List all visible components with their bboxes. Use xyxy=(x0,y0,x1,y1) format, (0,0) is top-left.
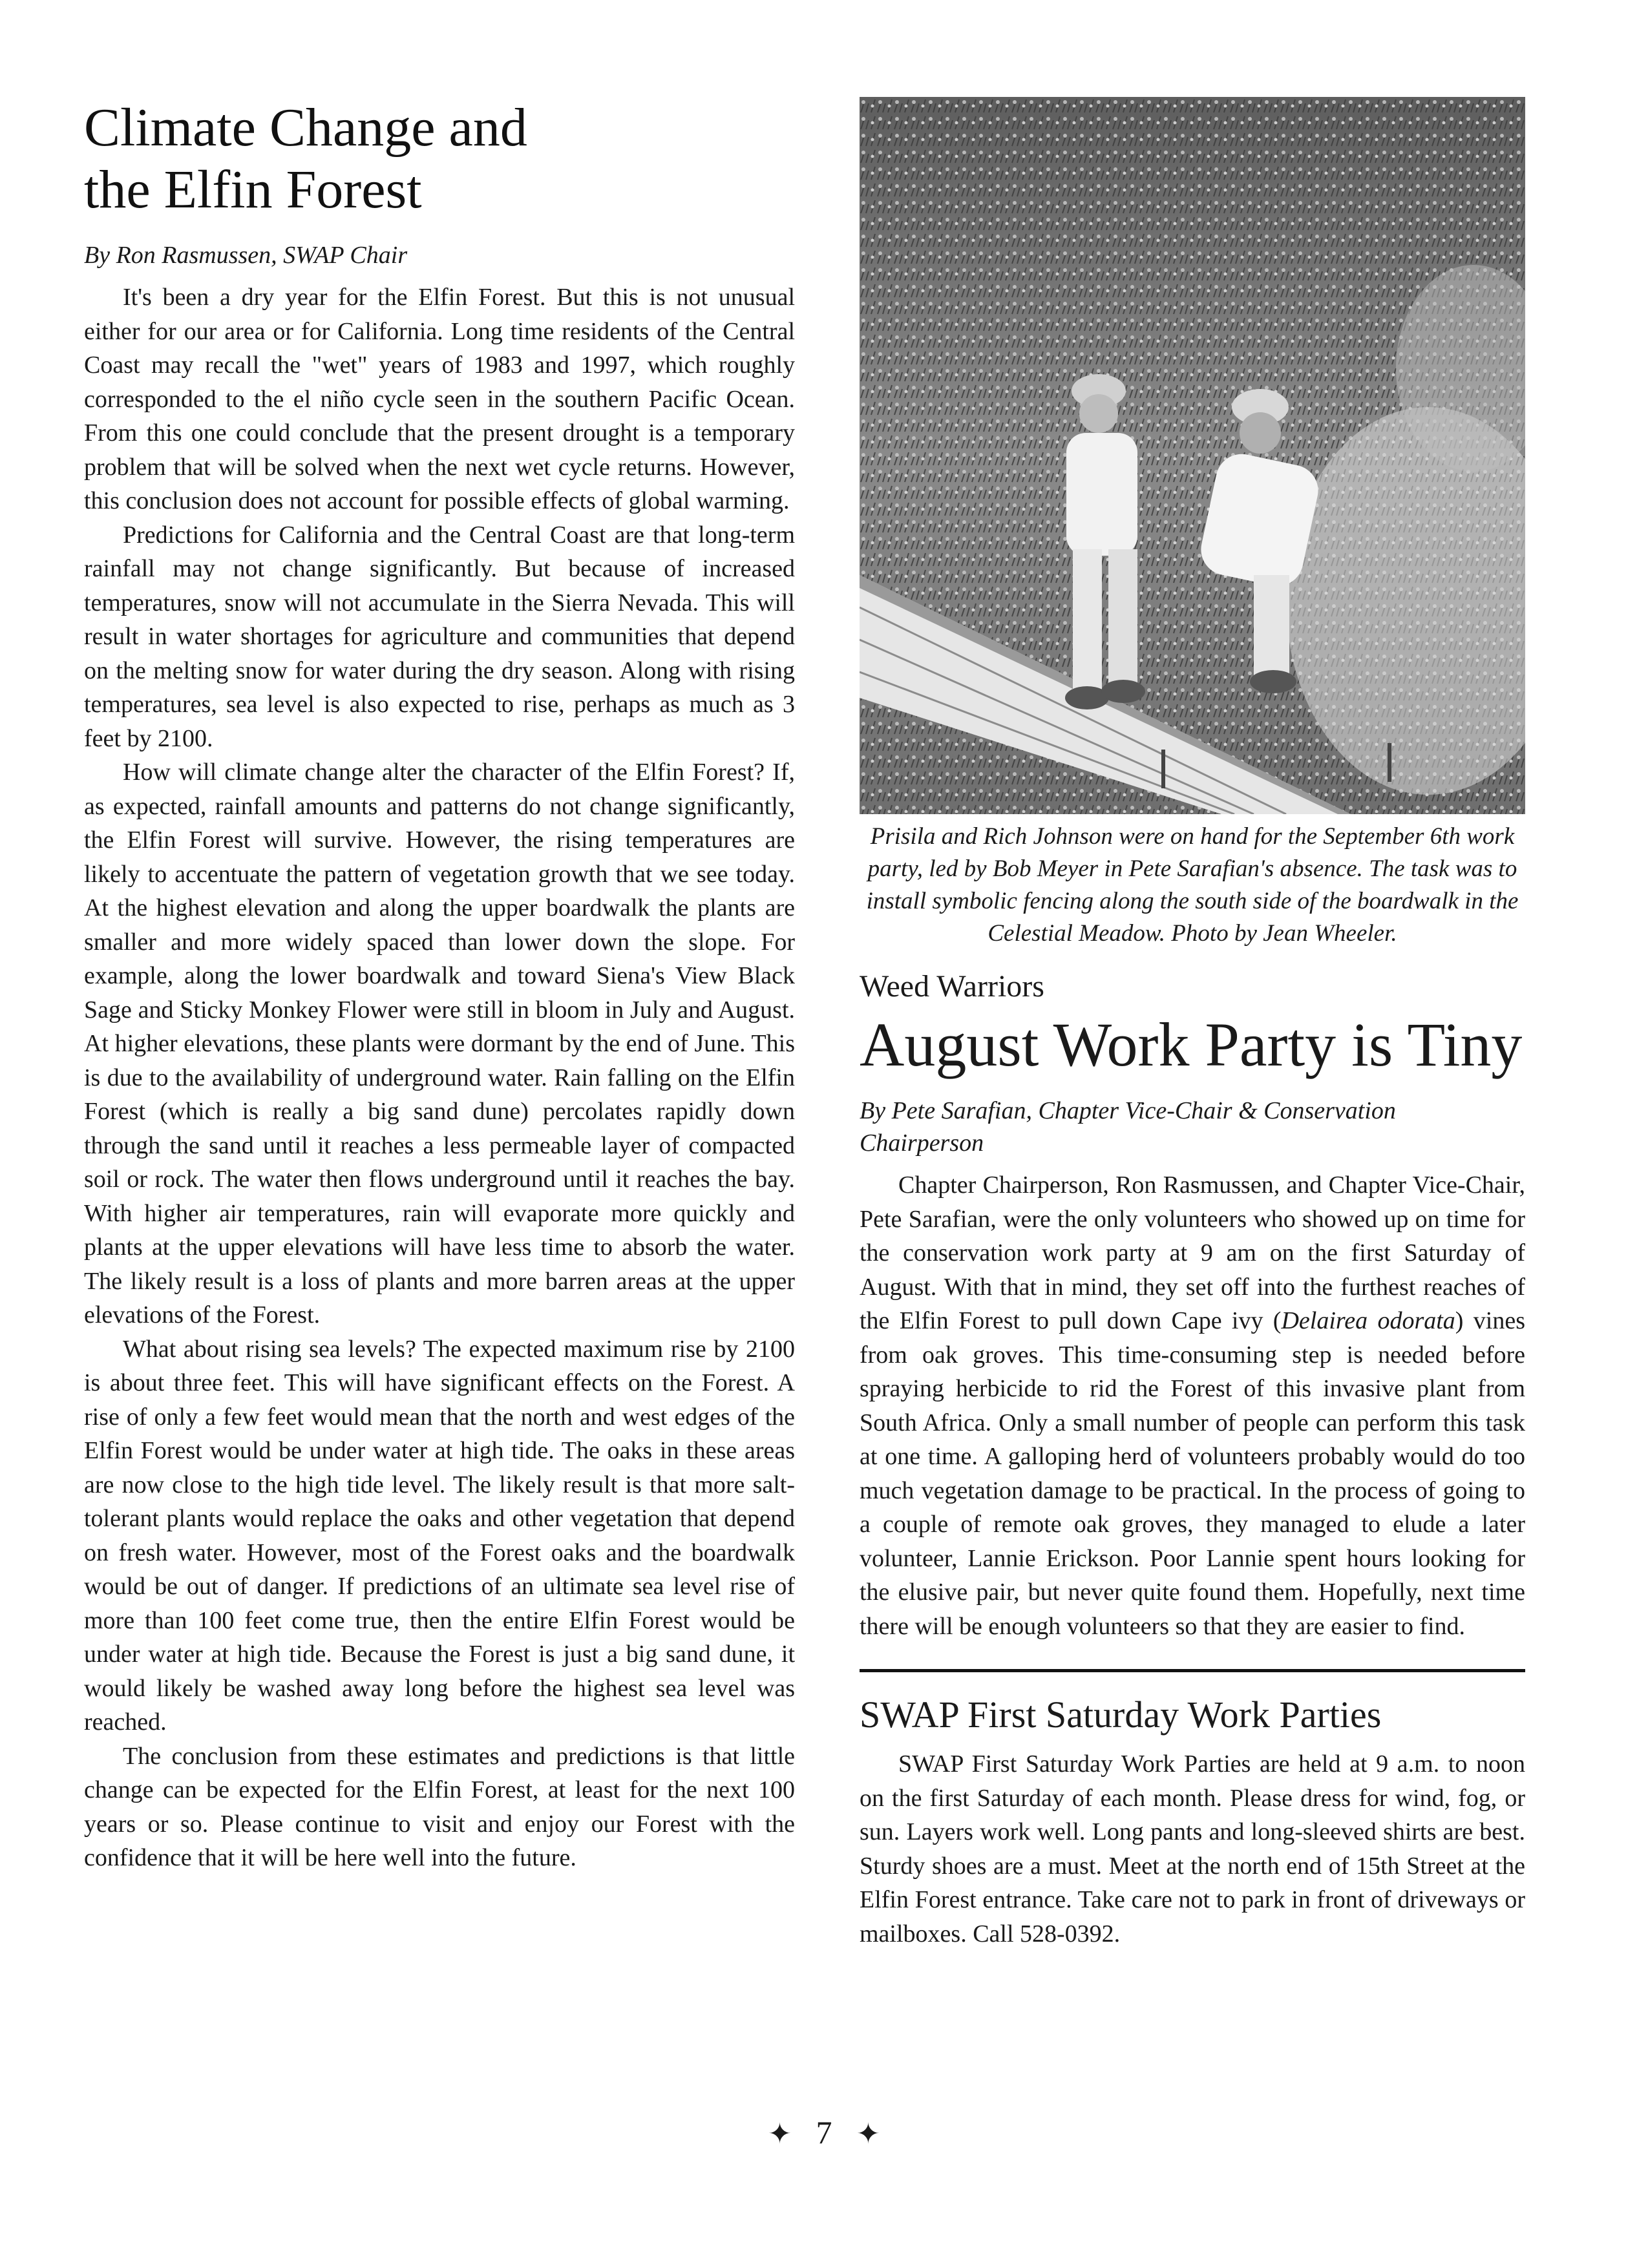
article-title-line2: the Elfin Forest xyxy=(84,160,422,220)
species-name: Delairea odorata xyxy=(1281,1307,1455,1334)
page-number: 7 xyxy=(816,2114,832,2150)
article-title xyxy=(84,97,795,221)
article-paragraph: The conclusion from these estimates and predictions is that little change can be expected for the Elfin Forest, at least for the next 100 years or so. Please continue to visit and enjoy our Forest with the confidence that it will be here well into the future. xyxy=(84,1742,795,1871)
work-party-photo xyxy=(860,97,1525,814)
photo-caption: Prisila and Rich Johnson were on hand for the September 6th work party, led by Bob Meyer in Pete Sarafian's absence. The task was to install symbolic fencing along the south side of the boardwalk in the Celestial Meadow. Photo by Jean Wheeler. xyxy=(866,823,1519,947)
article-paragraph: What about rising sea levels? The expected maximum rise by 2100 is about three feet. This will have significant effects on the Forest. A rise of only a few feet would mean that the north and west edges of the Elfin Forest would be under water at high tide. The oaks in these areas are now close to the high tide level. The likely result is that more salt-tolerant plants would replace the oaks and other vegetation that depend on fresh water. However, most of the Forest oaks and the boardwalk would be out of danger. If predictions of an ultimate sea level rise of more than 100 feet come true, then the entire Elfin Forest would be under water at high tide. Because the Forest is just a big sand dune, it would likely be washed away long before the highest sea level was reached. xyxy=(84,1335,795,1736)
work-party-body-2: ) vines from oak groves. This time-consuming step is needed before spraying herbicide to rid the Forest of this invasive plant from South Africa. Only a small number of people can perform this task at one time. A galloping herd of volunteers probably would do too much vegetation damage to be practical. In the process of going to a couple of remote oak groves, they managed to elude a later volunteer, Lannie Erickson. Poor Lannie spent hours looking for the elusive pair, but never quite found them. Hopefully, next time there will be enough volunteers so that they are easier to find. xyxy=(860,1307,1525,1640)
article-title-line1: Climate Change and xyxy=(84,98,527,158)
section-divider xyxy=(860,1669,1525,1672)
saturday-title: SWAP First Saturday Work Parties xyxy=(860,1694,1382,1736)
work-party-byline: By Pete Sarafian, Chapter Vice-Chair & Conservation Chairperson xyxy=(860,1097,1396,1157)
saturday-body: SWAP First Saturday Work Parties are held at 9 a.m. to noon on the first Saturday of each month. Please dress for wind, fog, or sun. Layers work well. Long pants and long-sleeved shirts are best. Sturdy shoes are a must. Meet at the north end of 15th Street at the Elfin Forest entrance. Take care not to park in front of driveways or mailboxes. Call 528-0392. xyxy=(860,1750,1525,1948)
section-label: Weed Warriors xyxy=(860,969,1044,1003)
article-paragraph: How will climate change alter the character of the Elfin Forest? If, as expected, rainfall amounts and patterns do not change significantly, the Elfin Forest will survive. However, the rising temperatures are likely to accentuate the pattern of vegetation growth that we see today. At the highest elevation and along the upper boardwalk the plants are smaller and more widely spaced than lower down the slope. For example, along the lower boardwalk and toward Siena's View Black Sage and Sticky Monkey Flower were still in bloom in July and August. At higher elevations, these plants were dormant by the end of June. This is due to the availability of underground water. Rain falling on the Elfin Forest (which is really a big sand dune) percolates rapidly down through the sand until it reaches a less permeable layer of compacted soil or rock. The water then flows underground until it reaches the bay. With higher air temperatures, rain will evaporate more quickly and plants at the upper elevations will have less time to absorb the water. The likely result is a loss of plants and more barren areas at the upper elevations of the Forest. xyxy=(84,759,795,1328)
article-paragraph: Predictions for California and the Central Coast are that long-term rainfall may not change significantly. But because of increased temperatures, snow will not accumulate in the Sierra Nevada. This will result in water shortages for agriculture and communities that depend on the melting snow for water during the dry season. Along with rising temperatures, sea level is also expected to rise, perhaps as much as 3 feet by 2100. xyxy=(84,521,795,752)
star-right-icon: ✦ xyxy=(856,2118,880,2150)
star-left-icon: ✦ xyxy=(768,2118,792,2150)
work-party-body-1: Chapter Chairperson, Ron Rasmussen, and Chapter Vice-Chair, Pete Sarafian, were the only volunteers who showed up on time for the conservation work party at 9 am on the first Saturday of August. With that in mind, they set off into the furthest reaches of the Elfin Forest to pull down Cape ivy ( xyxy=(860,1171,1525,1334)
right-column xyxy=(860,97,1525,1951)
work-party-body xyxy=(860,1168,1525,1643)
work-party-article xyxy=(860,968,1525,1643)
page-footer xyxy=(0,2113,1648,2154)
climate-article xyxy=(84,97,795,1875)
saturday-work-parties xyxy=(860,1692,1525,1951)
article-byline: By Ron Rasmussen, SWAP Chair xyxy=(84,242,408,269)
article-paragraph: It's been a dry year for the Elfin Forest. But this is not unusual either for our area or for California. Long time residents of the Central Coast may recall the "wet" years of 1983 and 1997, which roughly corresponded to the el niño cycle seen in the southern Pacific Ocean. From this one could conclude that the present drought is a temporary problem that will be solved when the next wet cycle returns. However, this conclusion does not account for possible effects of global warming. xyxy=(84,284,795,514)
photo-illustration xyxy=(860,97,1525,814)
work-party-title: August Work Party is Tiny xyxy=(860,1010,1523,1079)
